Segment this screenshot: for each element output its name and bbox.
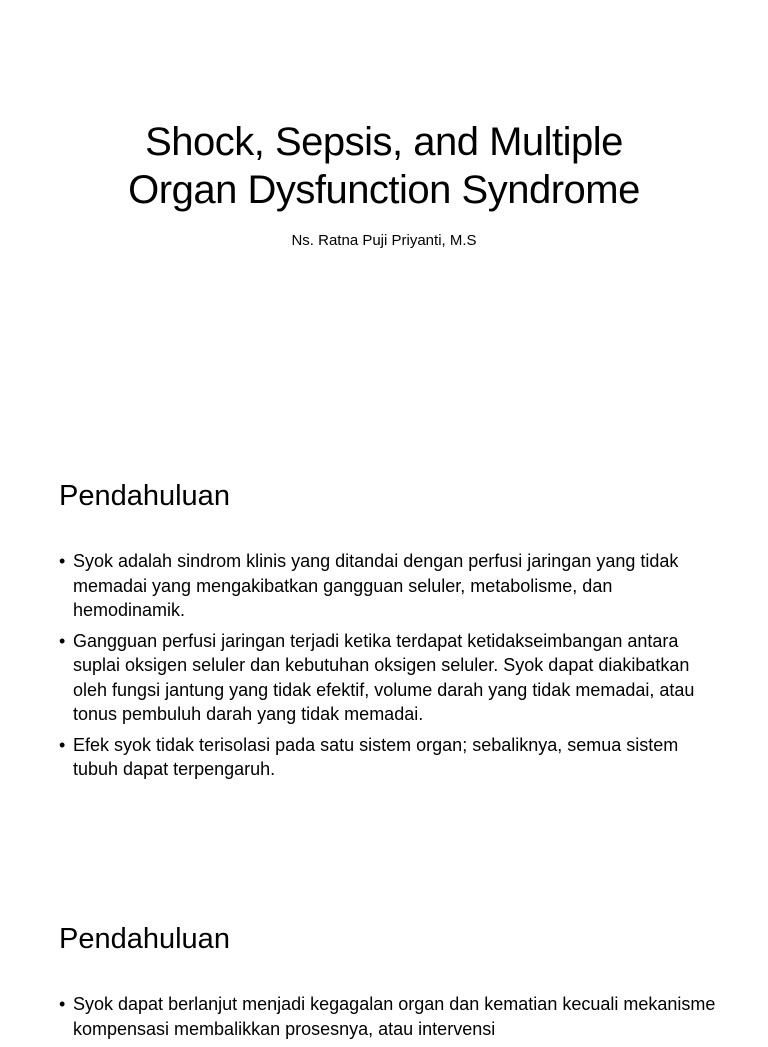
bullet-icon: • — [59, 630, 66, 651]
bullet-icon: • — [59, 734, 66, 755]
slide-heading: Pendahuluan — [59, 923, 230, 955]
slide-divider — [0, 875, 768, 886]
bullet-item — [59, 549, 719, 623]
bullet-item — [59, 992, 719, 1041]
slide-title-line: Organ Dysfunction Syndrome — [128, 168, 640, 212]
title-slide — [0, 0, 768, 432]
content-slide — [0, 886, 768, 1039]
author-name: Ns. Ratna Puji Priyanti, M.S — [291, 232, 477, 249]
bullet-text: Syok dapat berlanjut menjadi kegagalan organ dan kematian kecuali mekanisme kompensasi membalikkan prosesnya, atau intervensi — [73, 994, 716, 1039]
bullet-list — [59, 992, 719, 1047]
content-slide — [0, 443, 768, 875]
bullet-item — [59, 629, 719, 727]
slide-heading: Pendahuluan — [59, 480, 230, 512]
slide-title — [40, 118, 728, 214]
bullet-item — [59, 733, 719, 782]
bullet-list — [59, 549, 719, 788]
bullet-text: Efek syok tidak terisolasi pada satu sistem organ; sebaliknya, semua sistem tubuh dapat terpengaruh. — [73, 734, 679, 779]
bullet-text: Gangguan perfusi jaringan terjadi ketika terdapat ketidakseimbangan antara suplai oksigen seluler dan kebutuhan oksigen seluler. Syok dapat diakibatkan oleh fungsi jantung yang tidak efektif, volume darah yang tidak memadai, atau tonus pembuluh darah yang tidak memadai. — [73, 630, 695, 724]
bullet-icon: • — [59, 551, 66, 571]
slide-title-line: Shock, Sepsis, and Multiple — [145, 120, 623, 164]
slide-divider — [0, 432, 768, 443]
bullet-text: Syok adalah sindrom klinis yang ditandai dengan perfusi jaringan yang tidak memadai yang mengakibatkan gangguan seluler, metabolisme, dan hemodinamik. — [73, 551, 679, 620]
bullet-icon: • — [59, 994, 66, 1014]
